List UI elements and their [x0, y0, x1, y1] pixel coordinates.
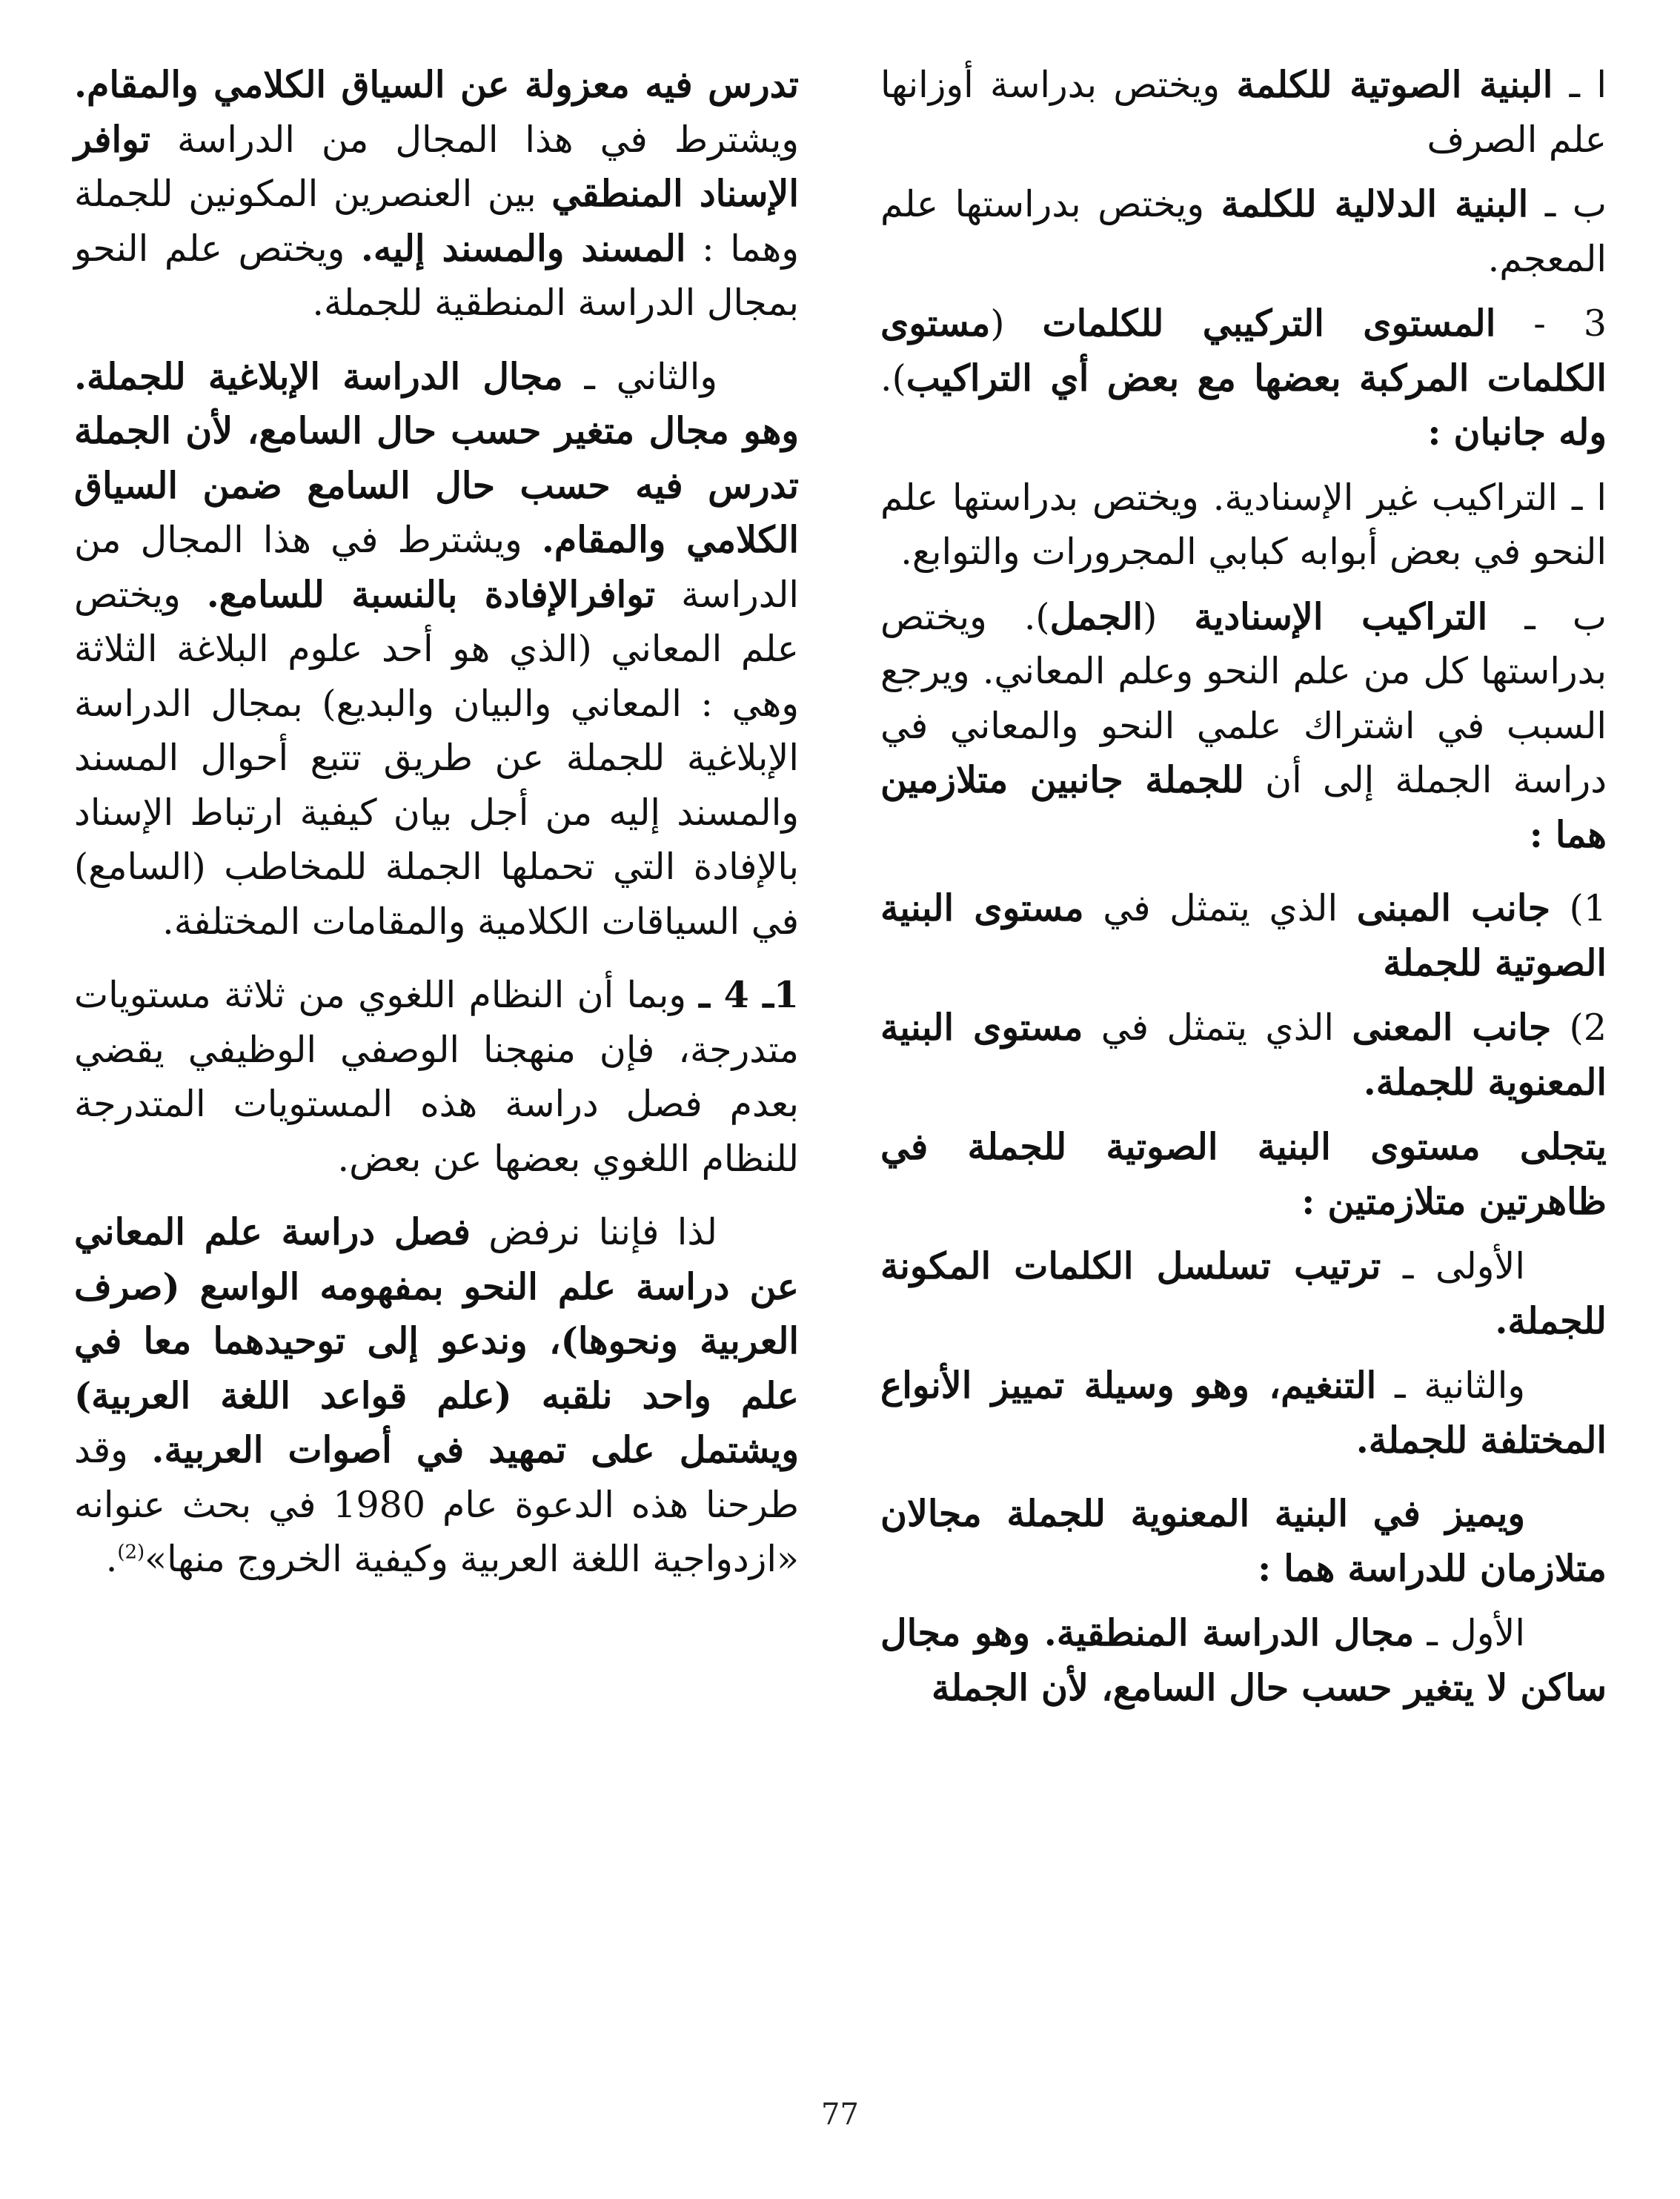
- text-run: ويختص علم النحو بمجال الدراسة المنطقية للجملة.: [74, 227, 799, 324]
- bold-text-run: جانب المعنى: [1352, 1006, 1552, 1049]
- bold-text-run: الجمل: [1049, 594, 1143, 638]
- text-run: الأول ـ: [1414, 1612, 1525, 1654]
- bold-text-run: البنية الصوتية للكلمة: [1236, 63, 1553, 106]
- text-run: (: [990, 302, 1043, 345]
- text-run: ويشترط في هذا المجال من الدراسة: [150, 118, 799, 161]
- bold-text-run: توافر الإسناد المنطقي: [74, 117, 799, 215]
- text-run: ). ويختص بدراستها كل من علم النحو وعلم المعاني. ويرجع السبب في اشتراك علمي النحو والمعاني في دراسة الجملة إلى أن: [880, 595, 1607, 801]
- text-run: ).: [880, 356, 906, 399]
- bold-text-run: ويميز في البنية المعنوية للجملة مجالان متلازمان للدراسة هما :: [880, 1492, 1607, 1590]
- bold-text-run: جانب المبنى: [1356, 886, 1551, 929]
- bold-text-run: مستوى البنية المعنوية للجملة.: [880, 1006, 1607, 1104]
- paragraph-phonetic-structure: [880, 58, 1607, 167]
- paragraph-first-word-order: [880, 1239, 1607, 1348]
- text-run: وقد طرحنا هذه الدعوة عام 1980 في بحث عنوانه «ازدواجية اللغة العربية وكيفية الخروج منها»: [74, 1429, 800, 1580]
- paragraph-unification-proposal: [74, 1205, 799, 1587]
- paragraph-first-logical-study: [880, 1606, 1607, 1715]
- text-run: ويشترط في هذا المجال من الدراسة: [74, 519, 799, 616]
- bold-text-run: التنغيم، وهو وسيلة تمييز الأنواع المختلفة للجملة.: [880, 1364, 1607, 1462]
- paragraph-syntactic-level: [880, 296, 1607, 460]
- text-run: الذي يتمثل في: [1083, 887, 1357, 929]
- paragraph-semantic-fields: [880, 1487, 1607, 1596]
- left-column: [74, 58, 799, 1597]
- right-column: [880, 58, 1607, 1725]
- text-run: لذا فإننا نرفض: [470, 1211, 717, 1253]
- text-run: ب ـ: [1487, 595, 1607, 638]
- paragraph-logical-study-continued: [74, 58, 799, 331]
- page-number: 77: [821, 2097, 859, 2132]
- bold-text-run: المستوى التركيبي للكلمات: [1042, 302, 1496, 345]
- text-run: ا ـ: [1553, 64, 1607, 106]
- bold-text-run: توافرالإفادة بالنسبة للسامع.: [206, 572, 656, 616]
- text-run: .: [105, 1538, 118, 1580]
- paragraph-phonetic-phenomena: [880, 1120, 1607, 1229]
- text-run: الأولى ـ: [1381, 1245, 1525, 1287]
- text-run: ويختص بدراسة أوزانها علم الصرف: [880, 64, 1607, 161]
- bold-text-run: ترتيب تسلسل الكلمات المكونة للجملة.: [880, 1244, 1607, 1342]
- list-item-meaning-aspect: [880, 1001, 1607, 1110]
- text-run: (: [1143, 595, 1195, 638]
- bold-text-run: للجملة جانبين متلازمين هما :: [880, 758, 1607, 856]
- text-run: والثانية ـ: [1376, 1364, 1525, 1407]
- paragraph-second-communicative-study: [74, 350, 799, 949]
- list-item-form-aspect: [880, 881, 1607, 990]
- paragraph-semantic-structure: [880, 177, 1607, 286]
- paragraph-section-1-4: [74, 968, 799, 1186]
- text-run: 1): [1550, 887, 1607, 929]
- bold-text-run: المسند والمسند إليه.: [360, 226, 686, 270]
- paragraph-predicative-structures: [880, 590, 1607, 863]
- text-run: ويختص علم المعاني (الذي هو أحد علوم البلاغة الثلاثة وهي : المعاني والبيان والبديع) بمجال الدراسة الإبلاغية للجملة عن طريق تتبع أحوال المسند والمسند إليه من أجل بيان كيفية ارتباط الإسناد بالإفادة التي تحملها الجملة للمخاطب (السامع) في السياقات الكلامية والمقامات المختلفة.: [74, 573, 799, 943]
- text-run: بين العنصرين المكونين للجملة وهما :: [74, 173, 800, 270]
- text-run: وبما أن النظام اللغوي من ثلاثة مستويات متدرجة، فإن منهجنا الوصفي الوظيفي يقضي بعدم فصل دراسة هذه المستويات المتدرجة للنظام اللغوي بعضها عن بعض.: [74, 974, 799, 1180]
- bold-text-run: تدرس فيه معزولة عن السياق الكلامي والمقام.: [74, 63, 799, 106]
- bold-text-run: مجال الدراسة المنطقية. وهو مجال ساكن لا يتغير حسب حال السامع، لأن الجملة: [880, 1611, 1607, 1709]
- text-run: ب ـ: [1528, 183, 1607, 225]
- paragraph-non-predicative-structures: [880, 471, 1607, 580]
- bold-text-run: يتجلى مستوى البنية الصوتية للجملة في ظاهرتين متلازمتين :: [880, 1125, 1607, 1223]
- text-run: ويختص بدراستها علم المعجم.: [880, 183, 1607, 280]
- text-run: 3 -: [1495, 302, 1607, 345]
- text-run: الذي يتمثل في: [1083, 1006, 1352, 1049]
- bold-text-run: البنية الدلالية للكلمة: [1221, 182, 1529, 225]
- text-run: والثاني ـ: [562, 355, 717, 398]
- bold-text-run: مستوى الكلمات المركبة بعضها مع بعض أي التراكيب: [880, 302, 1607, 399]
- bold-text-run: وله جانبان :: [1427, 411, 1607, 454]
- text-run: ا ـ التراكيب غير الإسنادية. ويختص بدراستها علم النحو في بعض أبوابه كبابي المجرورات والتوابع.: [880, 476, 1607, 573]
- bold-text-run: مستوى البنية الصوتية للجملة: [880, 886, 1607, 984]
- text-run: 2): [1551, 1006, 1607, 1049]
- footnote-marker: (2): [117, 1541, 145, 1564]
- bold-text-run: 1ـ 4 ـ: [699, 973, 799, 1016]
- paragraph-second-intonation: [880, 1359, 1607, 1467]
- bold-text-run: التراكيب الإسنادية: [1194, 594, 1488, 638]
- bold-text-run: فصل دراسة علم المعاني عن دراسة علم النحو بمفهومه الواسع (صرف العربية ونحوها)، وندعو إلى توحيدهما معا في علم واحد نلقبه (علم قواعد اللغة العربية) ويشتمل على تمهيد في أصوات العربية.: [74, 1210, 799, 1471]
- bold-text-run: مجال الدراسة الإبلاغية للجملة. وهو مجال متغير حسب حال السامع، لأن الجملة تدرس فيه حسب حال السامع ضمن السياق الكلامي والمقام.: [74, 354, 800, 561]
